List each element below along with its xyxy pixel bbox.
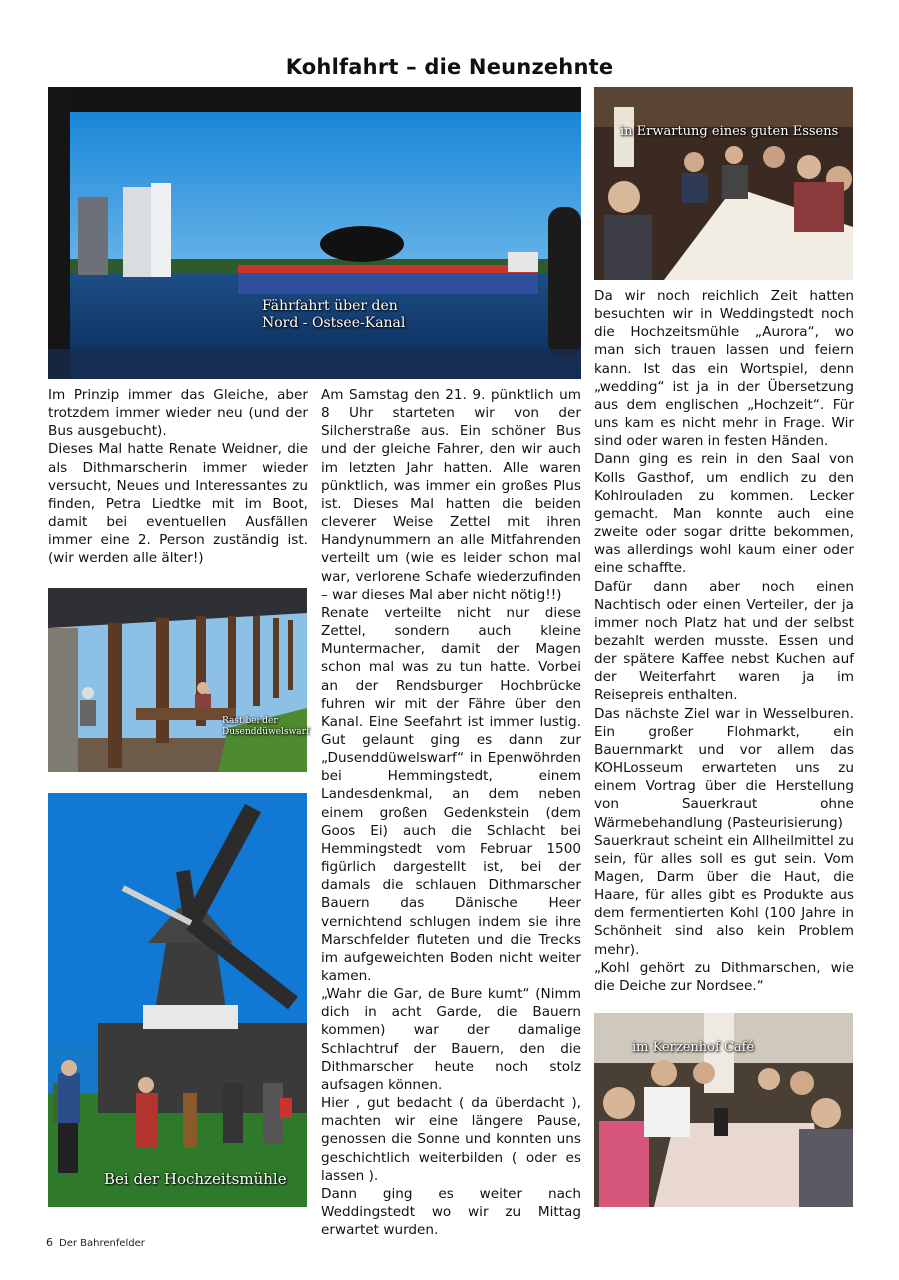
paragraph: Hier , gut bedacht ( da überdacht ), machten wir eine längere Pause, genossen die Sonne und konnten uns geschichtlich weiterbilden ( oder es lassen ).	[321, 1095, 581, 1184]
column-1	[48, 386, 308, 568]
paragraph: Im Prinzip immer das Gleiche, aber trotzdem immer wieder neu (und der Bus ausgebucht).	[48, 387, 308, 440]
paragraph: Renate verteilte nicht nur diese Zettel, sondern auch kleine Muntermacher, damit der Magen schon mal was zu tun hatte. Vorbei an der Rendsburger Hochbrücke fuhren wir mit der Fähre über den Kanal. Eine Seefahrt ist immer lustig. Gut gelaunt ging es dann zur „Dusenddüwelswarf“ in Epenwöhrden bei Hemmingstedt, einem Landesdenkmal, an dem neben einem großen Gedenkstein (dem Goos Ei) auch die Schlacht bei Hemmingstedt vom Februar 1500 figürlich dargestellt ist, bei der damals die schlauen Dithmarscher Bauern das Dänische Heer vernichtend schlugen indem sie ihre Marschfelder fluteten und die Trecks im aufgeweichten Boden nicht weiter kamen.	[321, 604, 581, 984]
ferry-caption: Fährfahrt über den Nord - Ostsee-Kanal	[262, 298, 406, 331]
paragraph: Das nächste Ziel war in Wesselburen. Ein großer Flohmarkt, ein Bauernmarkt und vor allem das KOHLosseum erwarteten uns zu einem Vortrag über die Herstellung von Sauerkraut ohne Wärmebehandlung (Pasteurisierung)	[594, 705, 854, 831]
paragraph: „Wahr die Gar, de Bure kumt“ (Nimm dich in acht Garde, die Bauern kommen) war der damalige Schlachtruf der Bauern, den die Dithmarscher heute noch stolz aufsagen können.	[321, 986, 581, 1093]
rest-area-caption: Rast bei der Dusenddüwelswarf	[222, 716, 310, 737]
paragraph: Dieses Mal hatte Renate Weidner, die als Dithmarscherin immer wieder versucht, Neues und Interessantes zu finden, Petra Liedtke mit im Boot, damit bei eventuellen Ausfällen immer eine 2. Person zuständig ist. (wir werden alle älter!)	[48, 441, 308, 567]
paragraph: Am Samstag den 21. 9. pünktlich um 8 Uhr starteten wir von der Silcherstraße aus. Ein schöner Bus und der gleiche Fahrer, den wir auch im letzten Jahr hatten. Alle waren pünktlich, was immer ein großes Plus ist. Dieses Mal hatten die beiden cleverer Weise Zettel mit ihren Handynummern an alle Mitfahrenden verteilt um (wie es leider schon mal war, verlorene Schafe wiederzufinden – war dieses Mal aber nicht nötig!!)	[321, 387, 581, 603]
paragraph: Dafür dann aber noch einen Nachtisch oder einen Verteiler, der ja immer noch Platz hat und der selbst bezahlt werden musste. Essen und der spätere Kaffee nebst Kuchen auf der Weiterfahrt waren ja im Reisepreis enthalten.	[594, 578, 854, 704]
page-footer	[46, 1236, 145, 1249]
paragraph: Dann ging es weiter nach Weddingstedt wo wir zu Mittag erwartet wurden.	[321, 1185, 581, 1239]
rest-area-photo	[48, 588, 310, 772]
ferry-photo	[48, 87, 581, 379]
paragraph: Sauerkraut scheint ein Allheilmittel zu sein, für alles soll es gut sein. Vom Magen, Darm über die Haut, die Haare, für alles gibt es Produkte aus dem fermentierten Kohl (100 Jahre in Schönheit sind also kein Problem mehr).	[594, 832, 854, 958]
windmill-photo	[48, 793, 307, 1207]
restaurant-caption: in Erwartung eines guten Essens	[620, 124, 839, 139]
paragraph: Da wir noch reichlich Zeit hatten besuchten wir in Weddingstedt noch die Hochzeitsmühle „Aurora“, wo man sich trauen lassen und feiern kann. Ist das ein Wortspiel, denn „wedding“ ist ja in der Übersetzung aus dem englischen „Hochzeit“. Für uns kam es nicht mehr in Frage. Wir sind oder waren in festen Händen.	[594, 288, 854, 450]
cafe-caption: im Kerzenhof Café	[632, 1040, 755, 1055]
page-number: 6	[46, 1236, 53, 1249]
page-title: Kohlfahrt – die Neunzehnte	[285, 55, 614, 79]
column-3	[594, 287, 854, 995]
restaurant-photo	[594, 87, 853, 280]
column-2	[321, 386, 581, 1239]
paragraph: „Kohl gehört zu Dithmarschen, wie die Deiche zur Nordsee.“	[594, 959, 854, 994]
publication-name: Der Bahrenfelder	[59, 1238, 145, 1249]
windmill-caption: Bei der Hochzeitsmühle	[104, 1170, 287, 1188]
paragraph: Dann ging es rein in den Saal von Kolls Gasthof, um endlich zu den Kohlrouladen zu kommen. Lecker gemacht. Man konnte auch eine zweite oder sogar dritte bekommen, was allerdings wohl kaum einer oder eine schaffte.	[594, 451, 854, 577]
